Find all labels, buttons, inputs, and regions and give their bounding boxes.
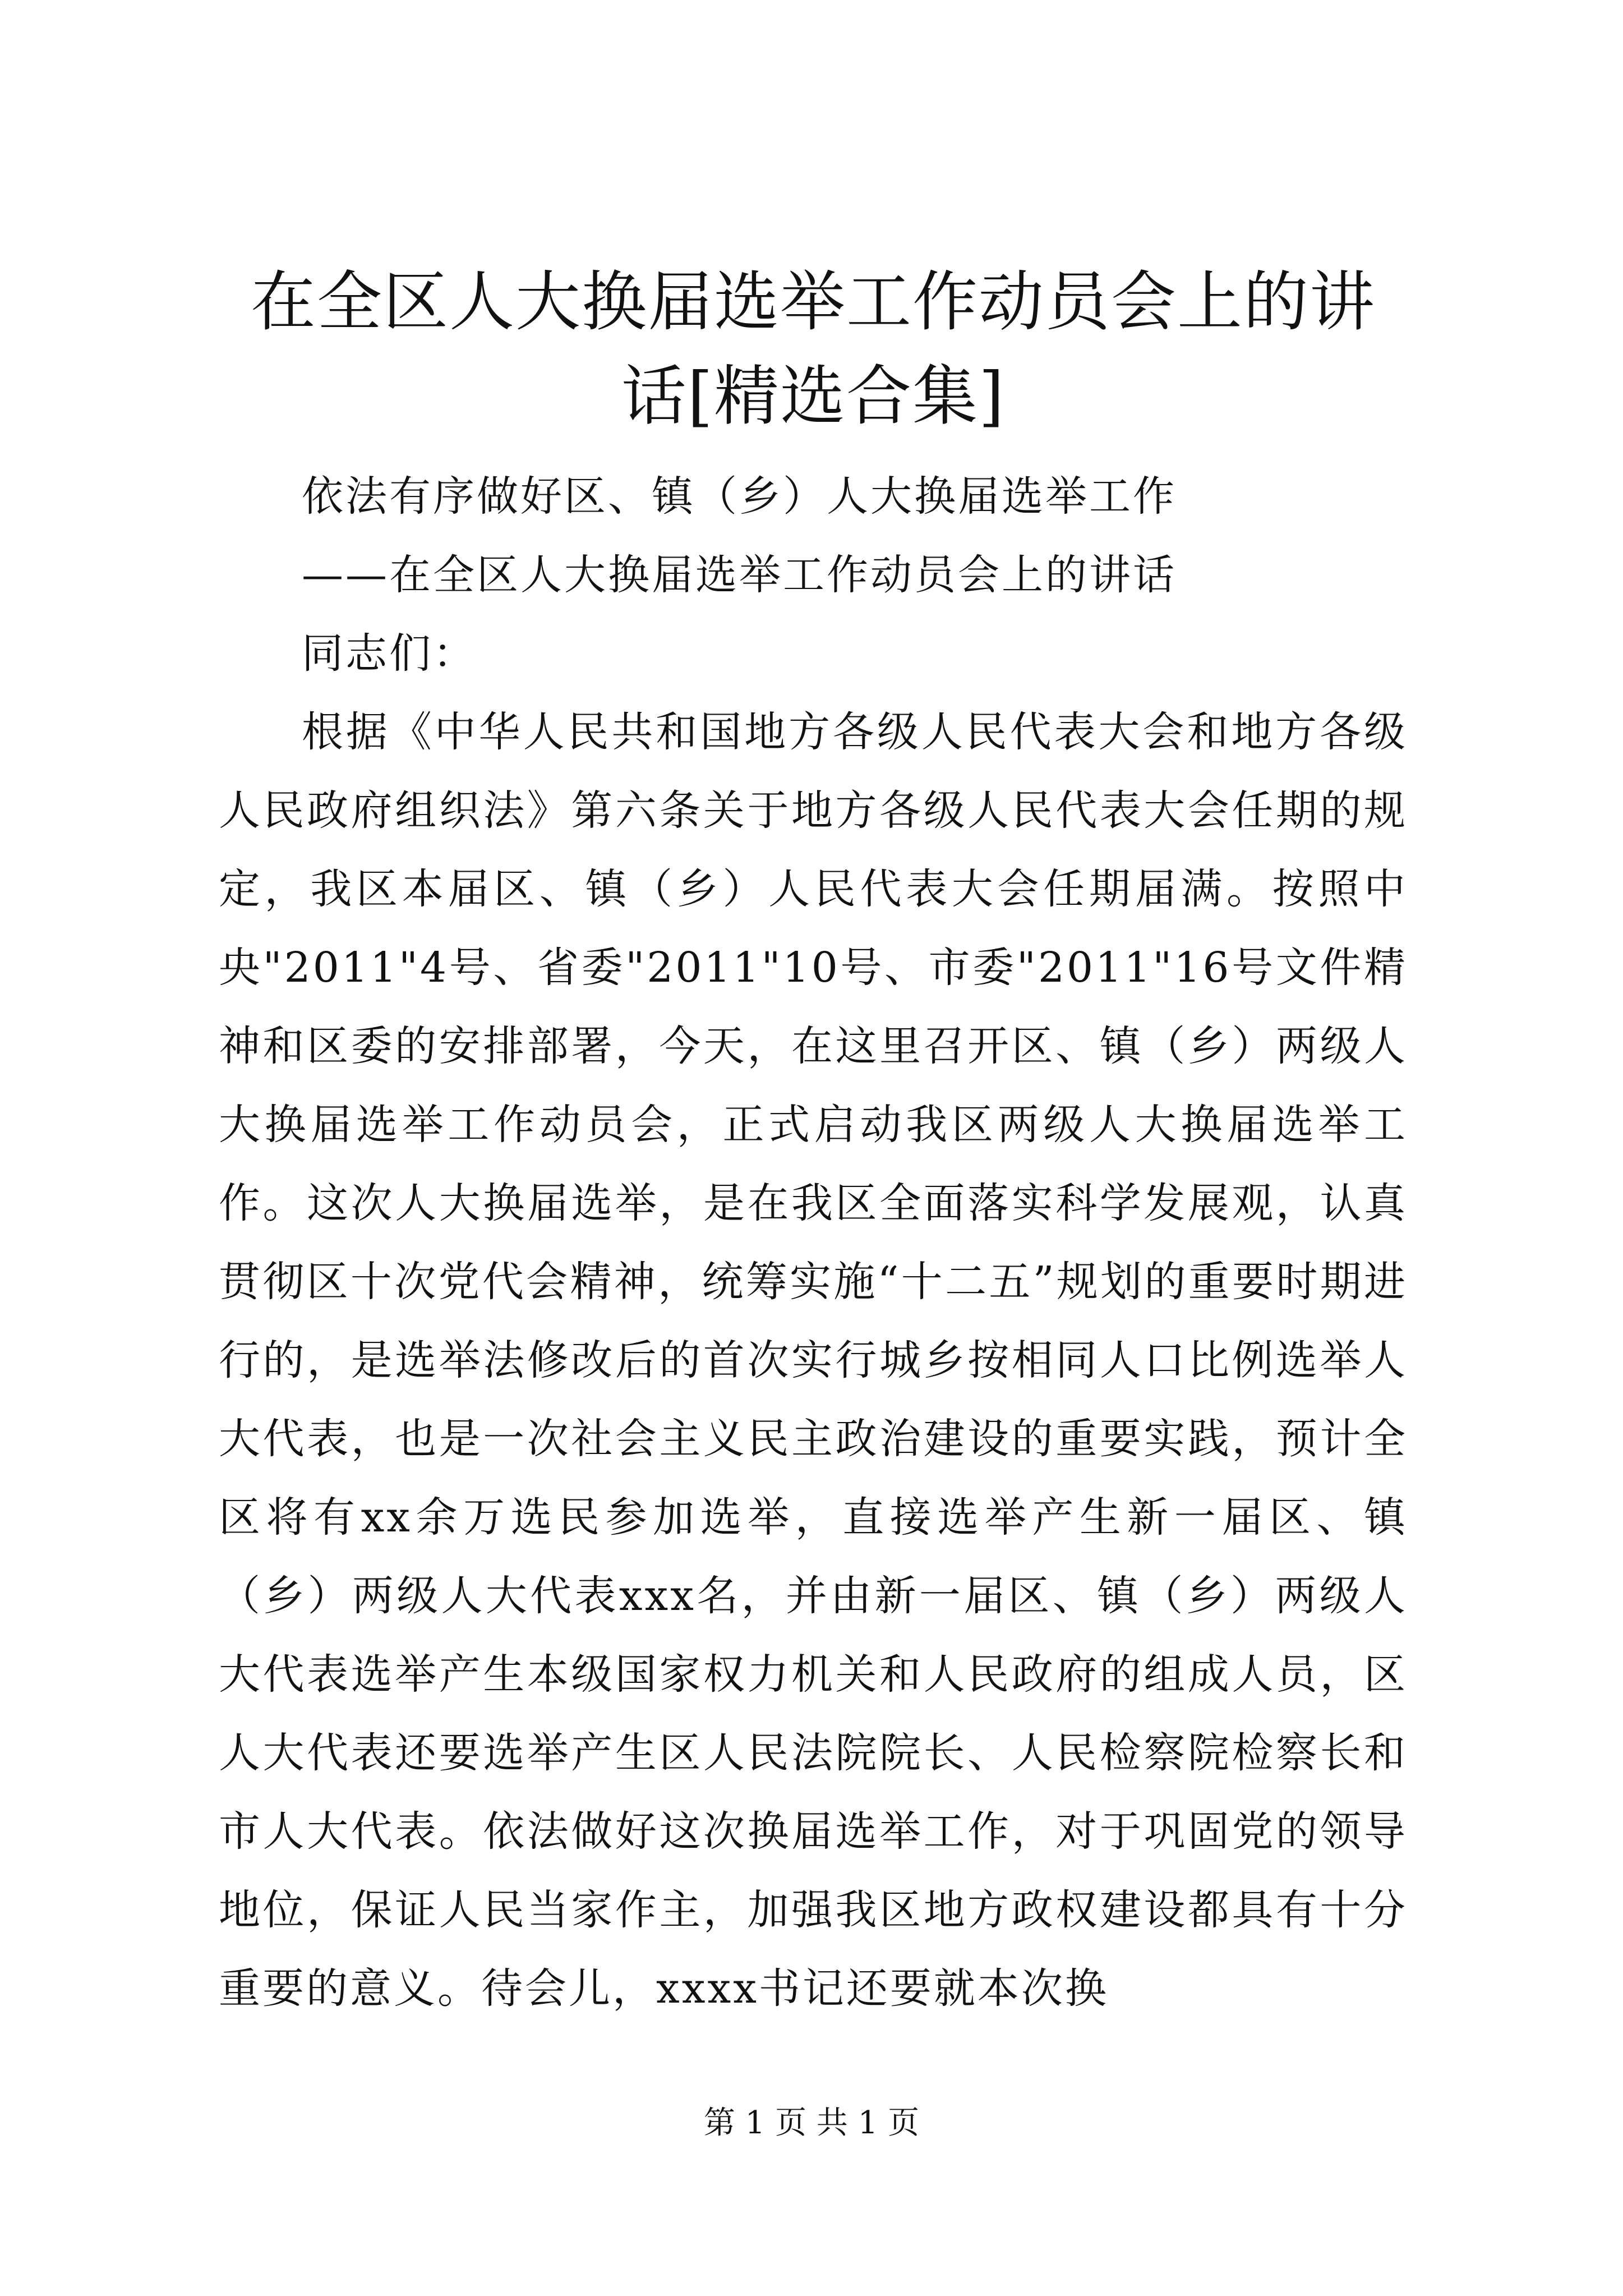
document-body bbox=[219, 457, 1408, 2028]
subtitle: 依法有序做好区、镇（乡）人大换届选举工作 bbox=[302, 472, 1177, 521]
greeting: 同志们： bbox=[302, 629, 477, 678]
document-title: 在全区人大换届选举工作动员会上的讲话[精选合集] bbox=[251, 264, 1376, 434]
page-footer: 第 1 页 共 1 页 bbox=[703, 2105, 920, 2141]
speech-title: ——在全区人大换届选举工作动员会上的讲话 bbox=[302, 551, 1177, 599]
body-paragraph: 根据《中华人民共和国地方各级人民代表大会和地方各级人民政府组织法》第六条关于地方各级人民代表大会任期的规定，我区本届区、镇（乡）人民代表大会任期届满。按照中央"2011"4号、省委"2011"10号、市委"2011"16号文件精神和区委的安排部署，今天，在这里召开区、镇（乡）两级人大换届选举工作动员会，正式启动我区两级人大换届选举工作。这次人大换届选举，是在我区全面落实科学发展观，认真贯彻区十次党代会精神，统筹实施“十二五”规划的重要时期进行的，是选举法修改后的首次实行城乡按相同人口比例选举人大代表，也是一次社会主义民主政治建设的重要实践，预计全区将有xx余万选民参加选举，直接选举产生新一届区、镇（乡）两级人大代表xxx名，并由新一届区、镇（乡）两级人大代表选举产生本级国家权力机关和人民政府的组成人员，区人大代表还要选举产生区人民法院院长、人民检察院检察长和市人大代表。依法做好这次换届选举工作，对于巩固党的领导地位，保证人民当家作主，加强我区地方政权建设都具有十分重要的意义。待会儿，xxxx书记还要就本次换 bbox=[219, 708, 1408, 2013]
